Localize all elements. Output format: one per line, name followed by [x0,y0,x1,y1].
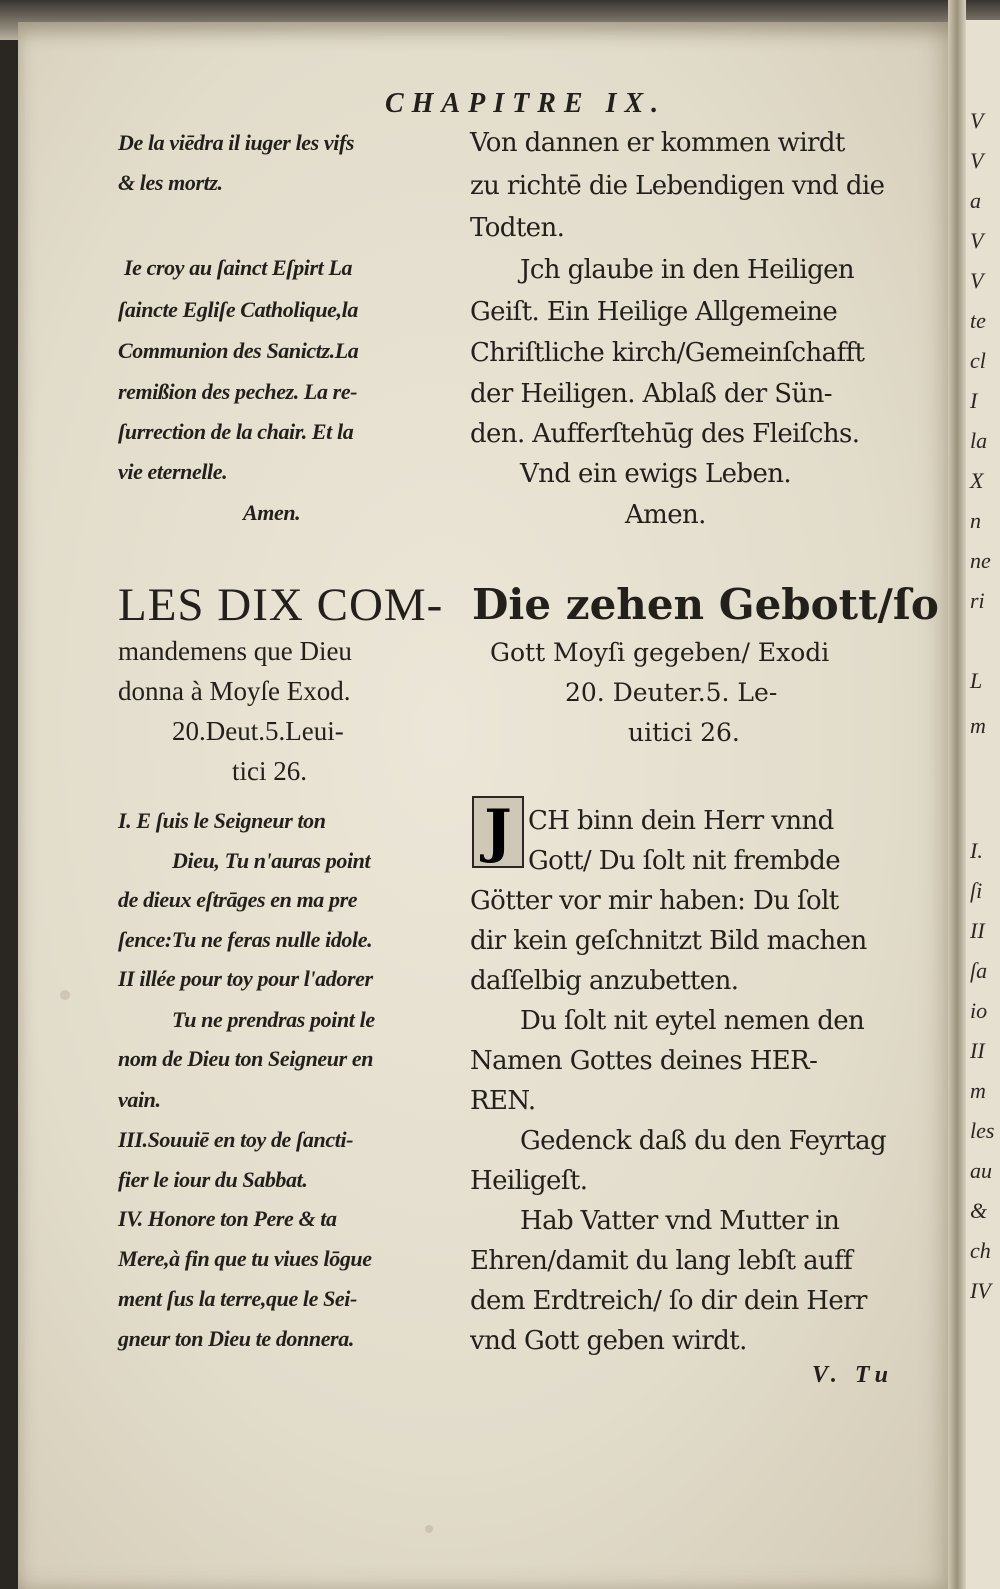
drop-cap-de: J [472,796,524,868]
creed-fr-line: Ie croy au ſainct Eſpirt La [124,255,353,280]
commandment-de-line: CH binn dein Herr vnnd [528,806,834,836]
commandment-de-line: Du ſolt nit eytel nemen den [520,1006,865,1036]
creed-fr-line: ſaincte Egliſe Catholique,la [118,297,358,322]
adjacent-page-fragment: L [970,668,983,693]
creed-de-line: Geiſt. Ein Heilige Allgemeine [470,297,838,327]
creed-de-line: zu richtē die Lebendigen vnd die [470,171,885,201]
commandment-fr-line: de dieux eſtrāges en ma pre [118,887,358,912]
creed-fr-line: Communion des Sanictz.La [118,338,359,363]
commandment-fr-line: Tu ne prendras point le [172,1007,375,1032]
commandment-de-line: Namen Gottes deines HER- [470,1046,818,1076]
creed-de-line: den. Aufferſtehūg des Fleiſchs. [470,419,860,449]
adjacent-page-fragment: II [970,1038,985,1063]
adjacent-page-fragment: m [970,1078,986,1103]
commandments-heading-fr: LES DIX COM- [118,579,444,631]
adjacent-page-fragment: cl [970,348,986,373]
commandments-subheading-de: 20. Deuter.5. Le- [565,678,778,707]
running-header: CHAPITRE IX. [385,88,667,119]
creed-de-line: Vnd ein ewigs Leben. [520,459,792,489]
commandment-fr-line: ment ſus la terre,que le Sei- [118,1286,357,1311]
adjacent-page-fragment: ne [970,548,991,573]
creed-de-line: Chriſtliche kirch/Gemeinſchafft [470,338,865,368]
creed-de-line: Jch glaube in den Heiligen [520,255,855,285]
paper-stain [60,990,70,1000]
adjacent-page-fragment: ri [970,588,985,613]
creed-de-line: Von dannen er kommen wirdt [470,128,845,158]
adjacent-page-fragment: la [970,428,988,453]
creed-fr-line: & les mortz. [118,170,223,195]
paper-stain [425,1525,433,1533]
commandment-de-line: Gedenck daß du den Feyrtag [520,1126,887,1156]
commandment-de-line: vnd Gott geben wirdt. [470,1326,747,1356]
adjacent-page-fragment: IV [970,1278,991,1303]
commandment-fr-line: IV. Honore ton Pere & ta [118,1206,337,1231]
adjacent-page-fragment: ſi [970,878,983,903]
adjacent-page-fragment: V [970,268,984,293]
creed-fr-amen: Amen. [243,500,301,525]
book-gutter [948,0,966,1589]
commandment-de-line: Hab Vatter vnd Mutter in [520,1206,840,1236]
commandment-de-line: Heiligeſt. [470,1166,588,1196]
commandments-subheading-de: uitici 26. [628,718,740,747]
adjacent-page-fragment: au [970,1158,992,1183]
commandment-fr-line: Mere,à fin que tu viues lōgue [118,1246,372,1271]
catchword: V. Tu [812,1362,895,1388]
adjacent-page-fragment: V [970,108,984,133]
adjacent-page-fragment: I. [970,838,983,863]
adjacent-page-fragment: les [970,1118,995,1143]
commandment-fr-line: ſence:Tu ne feras nulle idole. [118,927,373,952]
commandment-de-line: Götter vor mir haben: Du ſolt [470,886,839,916]
adjacent-page-fragment: m [970,713,986,738]
commandment-fr-line: II illée pour toy pour l'adorer [118,966,373,991]
commandment-de-line: dir kein geſchnitzt Bild machen [470,926,867,956]
commandment-fr-line: I. E ſuis le Seigneur ton [118,808,326,833]
commandments-subheading-fr: tici 26. [232,756,307,786]
adjacent-page-fragment: I [970,388,978,413]
commandments-subheading-fr: 20.Deut.5.Leui- [172,716,344,746]
creed-de-line: der Heiligen. Ablaß der Sün- [470,379,832,409]
adjacent-page-fragment: n [970,508,981,533]
creed-fr-line: vie eternelle. [118,459,228,484]
adjacent-page-fragment: a [970,188,981,213]
commandment-fr-line: fier le iour du Sabbat. [118,1167,308,1192]
adjacent-page-fragment: X [970,468,984,493]
commandment-fr-line: Dieu, Tu n'auras point [172,848,371,873]
creed-fr-line: De la viēdra il iuger les vifs [118,130,355,155]
commandment-de-line: daſſelbig anzubetten. [470,966,739,996]
creed-de-line: Todten. [470,213,565,243]
adjacent-page-fragment: II [970,918,985,943]
adjacent-page-fragment: ſa [970,958,988,983]
creed-fr-line: remißion des pechez. La re- [118,379,358,404]
commandment-fr-line: nom de Dieu ton Seigneur en [118,1046,374,1071]
commandment-fr-line: gneur ton Dieu te donnera. [118,1326,354,1351]
adjacent-page-fragment: & [970,1198,988,1223]
adjacent-page-fragment: ch [970,1238,991,1263]
commandments-subheading-fr: mandemens que Dieu [118,636,352,666]
commandment-de-line: Gott/ Du ſolt nit frembde [528,846,841,876]
commandment-fr-line: vain. [118,1087,161,1112]
creed-de-amen: Amen. [625,500,706,530]
adjacent-page-fragment: V [970,228,984,253]
adjacent-page-fragment: te [970,308,986,333]
commandment-de-line: REN. [470,1086,536,1116]
commandment-de-line: Ehren/damit du lang lebſt auff [470,1246,853,1276]
commandment-de-line: dem Erdtreich/ ſo dir dein Herr [470,1286,867,1316]
commandments-heading-de: Die zehen Gebott/ſo [472,580,939,629]
commandments-subheading-fr: donna à Moyſe Exod. [118,676,351,706]
adjacent-page-fragment: io [970,998,988,1023]
creed-fr-line: ſurrection de la chair. Et la [118,419,354,444]
adjacent-page-edge [966,20,1000,1589]
commandment-fr-line: III.Souuiē en toy de ſancti- [118,1127,354,1152]
commandments-subheading-de: Gott Moyſi gegeben/ Exodi [490,638,830,667]
adjacent-page-fragment: V [970,148,984,173]
